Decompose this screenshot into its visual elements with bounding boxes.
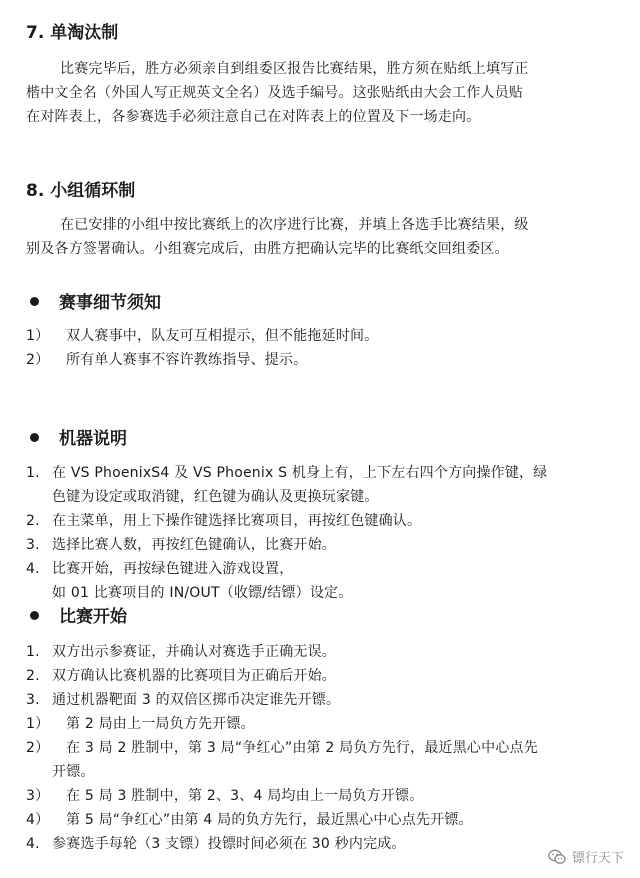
paragraph-line: 别及各方签署确认。小组赛完成后，由胜方把确认完毕的比赛纸交回组委区。 xyxy=(26,241,509,257)
list-item-text: 参赛选手每轮（3 支镖）投镖时间必须在 30 秒内完成。 xyxy=(52,836,406,852)
section-title-game-start: 比赛开始 xyxy=(59,607,127,627)
list-item-number: 4. xyxy=(26,561,40,577)
list-item-number: 1） xyxy=(26,328,50,344)
paragraph-line: 在已安排的小组中按比赛纸上的次序进行比赛，并填上各选手比赛结果，级 xyxy=(60,217,529,233)
list-item-text: 在主菜单，用上下操作键选择比赛项目，再按红色键确认。 xyxy=(52,513,422,529)
section-title-event-details: 赛事细节须知 xyxy=(59,293,161,313)
list-item-number: 2. xyxy=(26,513,40,529)
list-item-number: 4. xyxy=(26,836,40,852)
bullet-dot-icon xyxy=(30,433,39,442)
list-item-number: 3） xyxy=(26,788,50,804)
list-item-number: 1. xyxy=(26,465,40,481)
watermark xyxy=(548,847,624,866)
list-item-number: 3. xyxy=(26,537,40,553)
list-item-number: 1） xyxy=(26,716,50,732)
list-item-text: 通过机器靶面 3 的双倍区掷币决定谁先开镖。 xyxy=(52,692,341,708)
paragraph-line: 比赛完毕后，胜方必须亲自到组委区报告比赛结果，胜方须在贴纸上填写正 xyxy=(60,61,529,77)
list-item-subnote: 如 01 比赛项目的 IN/OUT（收镖/结镖）设定。 xyxy=(52,585,353,601)
paragraph-line: 楷中文全名（外国人写正规英文全名）及选手编号。这张贴纸由大会工作人员贴 xyxy=(26,85,523,101)
watermark-text: 镖行天下 xyxy=(571,851,624,866)
bullet-dot-icon xyxy=(30,297,39,306)
list-item-number: 2） xyxy=(26,352,50,368)
section-heading-machine xyxy=(30,428,127,450)
list-item-text: 在 5 局 3 胜制中，第 2、3、4 局均由上一局负方开镖。 xyxy=(66,788,424,804)
list-item-text: 双方出示参赛证，并确认对赛选手正确无误。 xyxy=(52,644,336,660)
list-item-text: 选择比赛人数，再按红色键确认，比赛开始。 xyxy=(52,537,336,553)
list-item-text: 双方确认比赛机器的比赛项目为正确后开始。 xyxy=(52,668,336,684)
list-item-number: 2. xyxy=(26,668,40,684)
list-item-text: 双人赛事中，队友可互相提示，但不能拖延时间。 xyxy=(66,328,379,344)
list-item-text: 第 2 局由上一局负方先开镖。 xyxy=(66,716,255,732)
wechat-icon xyxy=(548,849,566,865)
section-heading-game-start xyxy=(30,606,127,628)
list-item-number: 2） xyxy=(26,740,50,756)
list-item-number: 3. xyxy=(26,692,40,708)
list-item-text: 比赛开始，再按绿色键进入游戏设置， xyxy=(52,561,294,577)
list-item-number: 4） xyxy=(26,812,50,828)
section-heading-event-details xyxy=(30,292,161,314)
section-title-round-robin: 8. 小组循环制 xyxy=(26,181,136,201)
list-item-number: 1. xyxy=(26,644,40,660)
list-item-text: 色键为设定或取消键，红色键为确认及更换玩家键。 xyxy=(52,489,379,505)
list-item-text: 所有单人赛事不容许教练指导、提示。 xyxy=(66,352,308,368)
section-title-single-elimination: 7. 单淘汰制 xyxy=(26,23,119,43)
list-item-text: 在 VS PhoenixS4 及 VS Phoenix S 机身上有，上下左右四个方向操作键，绿 xyxy=(52,465,548,481)
list-item-text: 在 3 局 2 胜制中，第 3 局“争红心”由第 2 局负方先行，最近黑心中心点先 xyxy=(66,740,538,756)
section-title-machine: 机器说明 xyxy=(59,429,127,449)
list-item-text: 第 5 局“争红心”由第 4 局的负方先行，最近黑心中心点先开镖。 xyxy=(66,812,473,828)
list-item-text: 开镖。 xyxy=(52,764,95,780)
paragraph-line: 在对阵表上，各参赛选手必须注意自己在对阵表上的位置及下一场走向。 xyxy=(26,109,481,125)
bullet-dot-icon xyxy=(30,611,39,620)
